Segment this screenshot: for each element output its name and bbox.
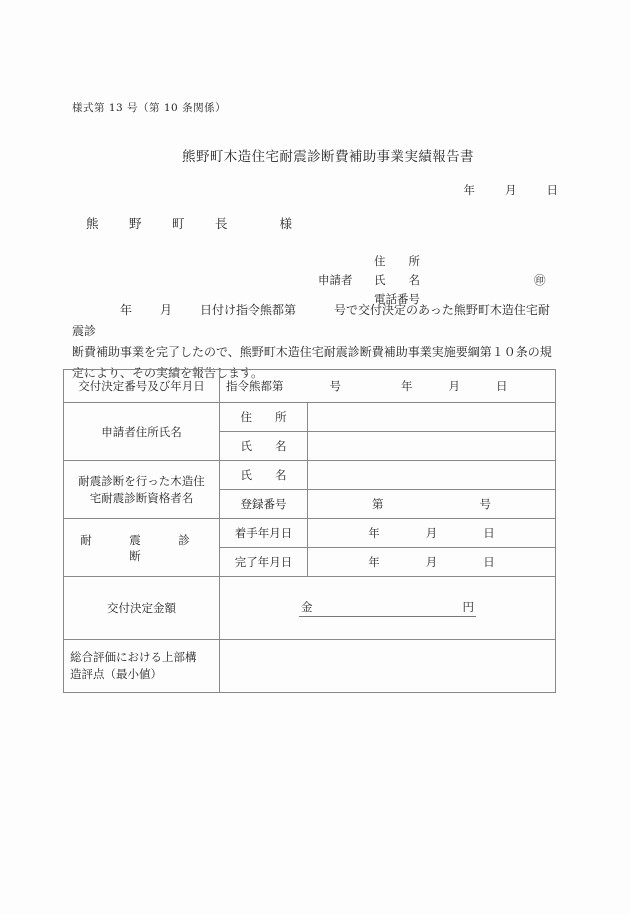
diagnosis-start-year: 年 [368,526,380,540]
inspector-name-sublabel: 氏 名 [220,461,308,490]
body-line1-tail: 号で交付決定のあった熊野町木造住宅耐震診 [72,303,550,338]
score-label-line1: 総合評価における上部構 [70,650,197,664]
diagnosis-label-text: 耐 震 診 断 [80,532,228,563]
table-row [64,370,556,403]
diagnosis-label [64,519,228,577]
amount-value[interactable] [220,577,556,640]
inspector-regno-sublabel: 登録番号 [220,490,308,519]
inspector-label-line2: 宅耐震診断資格者名 [89,490,194,505]
amount-entry-line[interactable] [299,599,476,617]
applicant-phone-label: 電話番号 [374,292,420,306]
diagnosis-end-day: 日 [483,555,495,569]
applicant-address-value[interactable] [308,403,556,432]
diagnosis-start-day: 日 [483,526,495,540]
grant-number-label: 交付決定番号及び年月日 [64,370,220,403]
inspector-name-value[interactable] [308,461,556,490]
date-year: 年 [463,183,475,197]
amount-prefix: 金 [301,600,313,614]
diagnosis-start-value[interactable] [308,519,556,548]
grant-year: 年 [401,379,413,393]
date-line [464,182,559,198]
diagnosis-end-sublabel: 完了年月日 [220,548,308,577]
table-row [64,403,556,432]
body-line-1 [72,300,560,342]
body-line-3: 定により、その実績を報告します。 [72,366,264,380]
seal-icon: ㊞ [534,273,546,287]
grant-prefix: 指令熊都第 [226,379,284,393]
body-date-suffix: 日付け指令熊都第 [200,303,297,317]
addressee-text: 熊 野 町 長 様 [86,216,302,231]
inspector-regno-value[interactable] [308,490,556,519]
table-row [64,577,556,640]
page-title: 熊野町木造住宅耐震診断費補助事業実績報告書 [182,149,474,165]
diagnosis-end-month: 月 [425,555,438,569]
applicant-name-label: 氏 名 [374,273,420,287]
regno-go: 号 [479,497,491,511]
diagnosis-end-year: 年 [368,555,380,569]
applicant-tag: 申請者 [318,273,353,287]
body-month: 月 [160,303,173,317]
amount-suffix: 円 [462,600,474,614]
inspector-label-line1: 耐震診断を行った木造住 [78,473,205,488]
diagnosis-start-month: 月 [425,526,438,540]
grant-day: 日 [496,379,508,393]
grant-month: 月 [448,379,460,393]
body-line-2: 断費補助事業を完了したので、熊野町木造住宅耐震診断費補助事業実施要綱第１０条の規 [72,345,552,359]
amount-label: 交付決定金額 [64,577,220,640]
body-year: 年 [120,303,133,317]
applicant-address-label: 住 所 [374,254,420,268]
applicant-name-value[interactable] [308,432,556,461]
diagnosis-start-sublabel: 着手年月日 [220,519,308,548]
report-table [63,369,556,693]
table-row [64,461,556,490]
score-value[interactable] [220,640,556,693]
score-label [64,640,220,693]
form-number: 様式第 13 号（第 10 条関係） [72,102,227,114]
applicant-address-sublabel: 住 所 [220,403,308,432]
date-month: 月 [505,183,517,197]
grant-no: 号 [329,379,341,393]
score-label-line2: 造評点（最小値） [70,667,162,681]
inspector-label [64,461,220,519]
applicant-info-label: 申請者住所氏名 [64,403,220,461]
table-row [64,640,556,693]
date-day: 日 [546,183,558,197]
diagnosis-end-value[interactable] [308,548,556,577]
grant-number-value[interactable] [220,370,556,403]
table-row [64,519,556,548]
applicant-name-sublabel: 氏 名 [220,432,308,461]
regno-dai: 第 [372,497,384,511]
addressee [86,214,301,232]
